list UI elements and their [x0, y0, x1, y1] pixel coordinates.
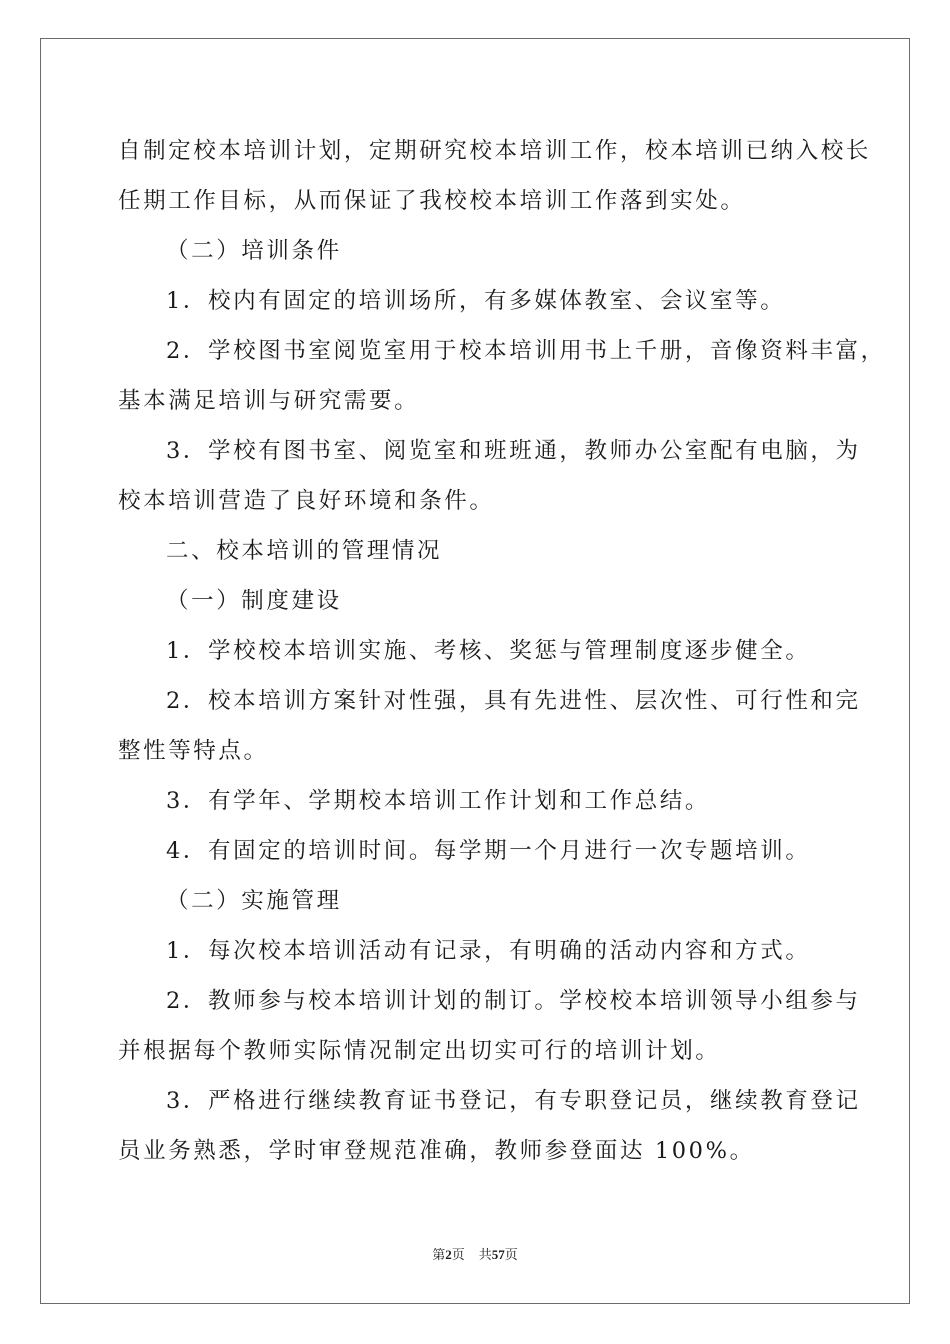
text-line: 4．有固定的培训时间。每学期一个月进行一次专题培训。 [166, 838, 811, 864]
text-line: 3．严格进行继续教育证书登记，有专职登记员，继续教育登记 [166, 1088, 861, 1114]
text-line: 3．有学年、学期校本培训工作计划和工作总结。 [166, 788, 711, 814]
page-suffix: 页 [451, 1248, 465, 1263]
text-line: 员业务熟悉，学时审登规范准确，教师参登面达 100%。 [118, 1138, 755, 1164]
document-body [118, 126, 886, 1176]
text-line: 自制定校本培训计划，定期研究校本培训工作，校本培训已纳入校长 [118, 138, 872, 164]
page-number: 2 [445, 1247, 452, 1262]
total-suffix: 页 [504, 1248, 518, 1263]
page-footer [0, 1245, 950, 1266]
text-line: 2．教师参与校本培训计划的制订。学校校本培训领导小组参与 [166, 988, 861, 1014]
section-heading: （二）培训条件 [166, 238, 342, 264]
text-line: 任期工作目标，从而保证了我校校本培训工作落到实处。 [118, 188, 746, 214]
text-line: 1．每次校本培训活动有记录，有明确的活动内容和方式。 [166, 938, 811, 964]
text-line: 3．学校有图书室、阅览室和班班通，教师办公室配有电脑，为 [166, 438, 861, 464]
total-prefix: 共 [478, 1248, 492, 1263]
text-line: 1．学校校本培训实施、考核、奖惩与管理制度逐步健全。 [166, 638, 811, 664]
section-heading: （一）制度建设 [166, 588, 342, 614]
text-line: 基本满足培训与研究需要。 [118, 388, 420, 414]
text-line: 2．学校图书室阅览室用于校本培训用书上千册，音像资料丰富， [166, 338, 886, 364]
section-heading: 二、校本培训的管理情况 [166, 538, 443, 564]
section-heading: （二）实施管理 [166, 888, 342, 914]
total-pages: 57 [491, 1247, 505, 1262]
text-line: 整性等特点。 [118, 738, 269, 764]
page-prefix: 第 [432, 1248, 446, 1263]
text-line: 并根据每个教师实际情况制定出切实可行的培训计划。 [118, 1038, 721, 1064]
text-line: 校本培训营造了良好环境和条件。 [118, 488, 495, 514]
text-line: 2．校本培训方案针对性强，具有先进性、层次性、可行性和完 [166, 688, 861, 714]
text-line: 1．校内有固定的培训场所，有多媒体教室、会议室等。 [166, 288, 786, 314]
